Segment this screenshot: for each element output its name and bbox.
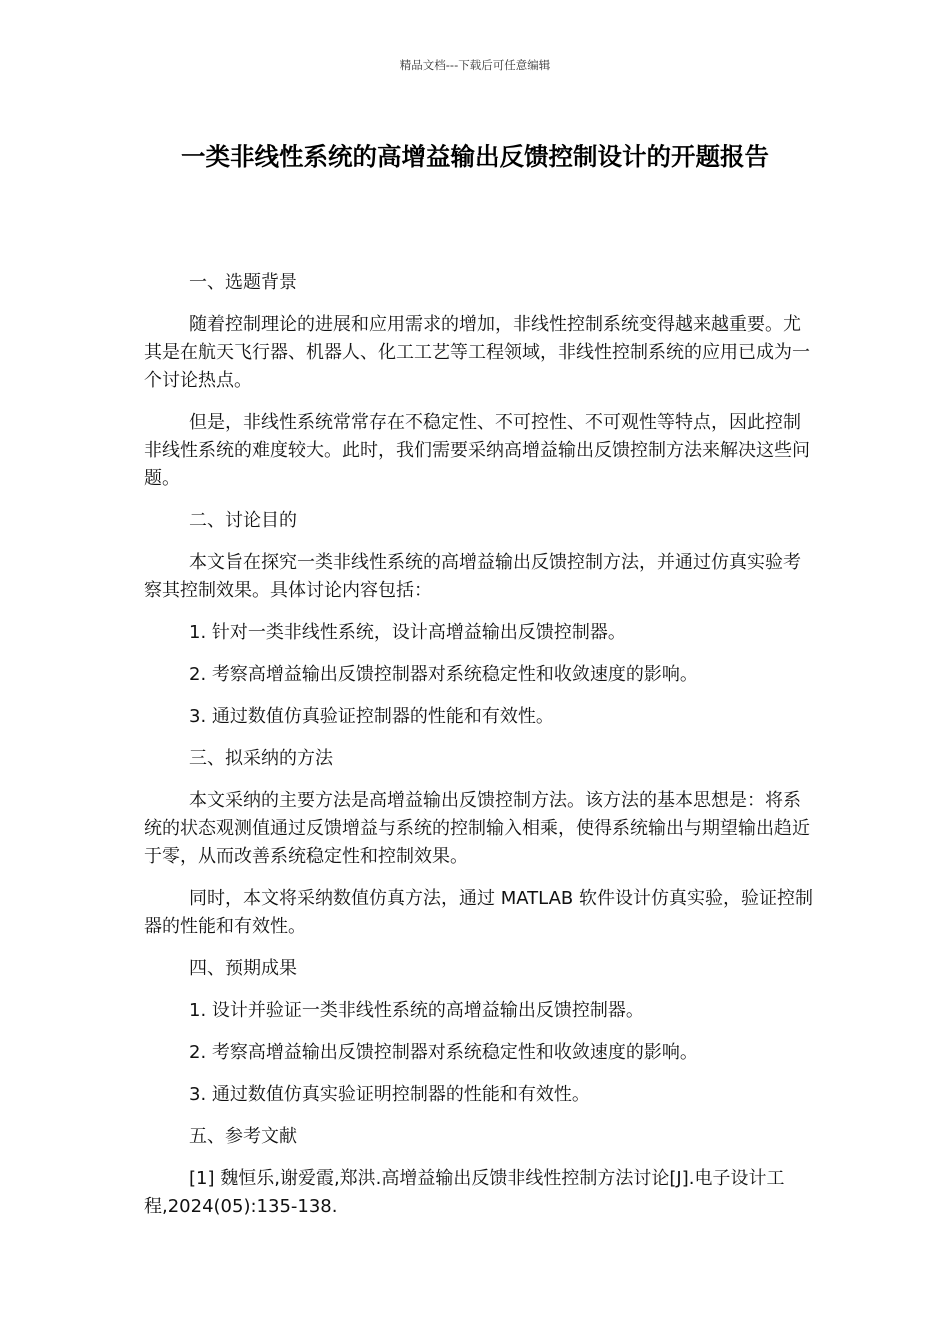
section-heading-purpose: 二、讨论目的 xyxy=(189,510,297,531)
section-heading-references: 五、参考文献 xyxy=(189,1126,297,1147)
list-item: 3. 通过数值仿真验证控制器的性能和有效性。 xyxy=(189,706,554,727)
paragraph: 同时，本文将采纳数值仿真方法，通过 MATLAB 软件设计仿真实验，验证控制器的性能和有效性。 xyxy=(144,888,813,937)
paragraph: 但是，非线性系统常常存在不稳定性、不可控性、不可观性等特点，因此控制非线性系统的难度较大。此时，我们需要采纳高增益输出反馈控制方法来解决这些问题。 xyxy=(144,412,810,489)
document-body xyxy=(144,269,814,1235)
section-heading-background: 一、选题背景 xyxy=(189,272,297,293)
list-item: 1. 设计并验证一类非线性系统的高增益输出反馈控制器。 xyxy=(189,1000,644,1021)
list-item: 1. 针对一类非线性系统，设计高增益输出反馈控制器。 xyxy=(189,622,626,643)
paragraph: 随着控制理论的进展和应用需求的增加，非线性控制系统变得越来越重要。尤其是在航天飞行器、机器人、化工工艺等工程领域，非线性控制系统的应用已成为一个讨论热点。 xyxy=(144,314,810,391)
document-title: 一类非线性系统的高增益输出反馈控制设计的开题报告 xyxy=(181,142,769,171)
header-note: 精品文档---下载后可任意编辑 xyxy=(399,58,551,72)
paragraph: 本文旨在探究一类非线性系统的高增益输出反馈控制方法，并通过仿真实验考察其控制效果。具体讨论内容包括： xyxy=(144,552,801,601)
list-item: 3. 通过数值仿真实验证明控制器的性能和有效性。 xyxy=(189,1084,590,1105)
paragraph: 本文采纳的主要方法是高增益输出反馈控制方法。该方法的基本思想是：将系统的状态观测值通过反馈增益与系统的控制输入相乘，使得系统输出与期望输出趋近于零，从而改善系统稳定性和控制效果。 xyxy=(144,790,810,867)
section-heading-outcomes: 四、预期成果 xyxy=(189,958,297,979)
list-item: 2. 考察高增益输出反馈控制器对系统稳定性和收敛速度的影响。 xyxy=(189,664,698,685)
section-heading-method: 三、拟采纳的方法 xyxy=(189,748,333,769)
list-item: 2. 考察高增益输出反馈控制器对系统稳定性和收敛速度的影响。 xyxy=(189,1042,698,1063)
reference-item: [1] 魏恒乐,谢爱霞,郑洪.高增益输出反馈非线性控制方法讨论[J].电子设计工程,2024(05):135-138. xyxy=(144,1168,785,1217)
